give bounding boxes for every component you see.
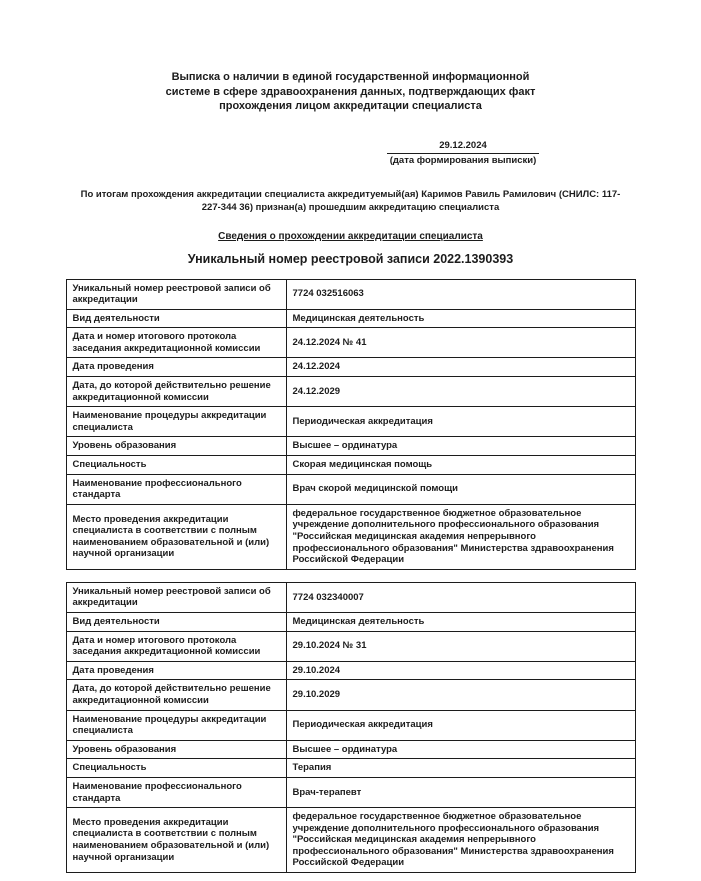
row-value: 7724 032340007 xyxy=(286,582,635,612)
accreditation-table-2 xyxy=(66,582,636,873)
intro-paragraph: По итогам прохождения аккредитации специалиста аккредитуемый(ая) Каримов Равиль Рамилович (СНИЛС: 117-227-344 36) признан(а) прошедшим аккредитацию специалиста xyxy=(80,188,621,213)
row-label: Дата проведения xyxy=(66,358,286,377)
table-row xyxy=(66,407,635,437)
row-value: 29.10.2029 xyxy=(286,680,635,710)
row-value: Терапия xyxy=(286,759,635,778)
row-value: 29.10.2024 xyxy=(286,661,635,680)
table-row xyxy=(66,740,635,759)
row-value: Высшее – ординатура xyxy=(286,437,635,456)
row-label: Наименование профессионального стандарта xyxy=(66,777,286,807)
table-row xyxy=(66,328,635,358)
row-label: Вид деятельности xyxy=(66,309,286,328)
row-value: 7724 032516063 xyxy=(286,279,635,309)
table-row xyxy=(66,582,635,612)
row-value: 24.12.2024 № 41 xyxy=(286,328,635,358)
row-value: Периодическая аккредитация xyxy=(286,407,635,437)
table-row xyxy=(66,777,635,807)
table-row xyxy=(66,808,635,873)
table-row xyxy=(66,377,635,407)
document-title xyxy=(0,70,701,114)
row-value: 24.12.2024 xyxy=(286,358,635,377)
row-label: Наименование профессионального стандарта xyxy=(66,474,286,504)
row-value: 24.12.2029 xyxy=(286,377,635,407)
document-title-line: прохождения лицом аккредитации специалиста xyxy=(219,100,482,112)
row-label: Место проведения аккредитации специалиста в соответствии с полным наименованием образовательной и (или) научной организации xyxy=(66,504,286,569)
row-label: Дата и номер итогового протокола заседания аккредитационной комиссии xyxy=(66,328,286,358)
row-value: Медицинская деятельность xyxy=(286,309,635,328)
row-label: Место проведения аккредитации специалиста в соответствии с полным наименованием образовательной и (или) научной организации xyxy=(66,808,286,873)
document-title-line: Выписка о наличии в единой государственной информационной xyxy=(171,71,530,83)
accreditation-table-1 xyxy=(66,279,636,570)
row-label: Уникальный номер реестровой записи об аккредитации xyxy=(66,582,286,612)
row-label: Уровень образования xyxy=(66,437,286,456)
table-row xyxy=(66,759,635,778)
row-label: Наименование процедуры аккредитации специалиста xyxy=(66,710,286,740)
row-label: Специальность xyxy=(66,759,286,778)
row-value: Медицинская деятельность xyxy=(286,612,635,631)
row-value: 29.10.2024 № 31 xyxy=(286,631,635,661)
table-row xyxy=(66,474,635,504)
table-row xyxy=(66,504,635,569)
table-row xyxy=(66,661,635,680)
table-row xyxy=(66,710,635,740)
row-value: федеральное государственное бюджетное образовательное учреждение дополнительного профессионального образования "Российская медицинская академия непрерывного профессионального образования" Министерства здравоохранения Российской Федерации xyxy=(286,504,635,569)
table-row xyxy=(66,680,635,710)
row-label: Наименование процедуры аккредитации специалиста xyxy=(66,407,286,437)
row-label: Дата, до которой действительно решение аккредитационной комиссии xyxy=(66,377,286,407)
row-label: Дата проведения xyxy=(66,661,286,680)
table-row xyxy=(66,279,635,309)
table-row xyxy=(66,358,635,377)
row-label: Вид деятельности xyxy=(66,612,286,631)
row-label: Уникальный номер реестровой записи об аккредитации xyxy=(66,279,286,309)
row-value: федеральное государственное бюджетное образовательное учреждение дополнительного профессионального образования "Российская медицинская академия непрерывного профессионального образования" Министерства здравоохранения Российской Федерации xyxy=(286,808,635,873)
table-row xyxy=(66,631,635,661)
row-label: Дата, до которой действительно решение аккредитационной комиссии xyxy=(66,680,286,710)
extract-date: 29.12.2024 xyxy=(387,140,539,154)
registry-number-heading: Уникальный номер реестровой записи 2022.1390393 xyxy=(187,251,514,266)
row-label: Специальность xyxy=(66,456,286,475)
row-value: Врач скорой медицинской помощи xyxy=(286,474,635,504)
table-row xyxy=(66,437,635,456)
document-title-line: системе в сфере здравоохранения данных, подтверждающих факт xyxy=(165,85,536,98)
row-label: Дата и номер итогового протокола заседания аккредитационной комиссии xyxy=(66,631,286,661)
extract-date-caption: (дата формирования выписки) xyxy=(389,154,537,166)
section-heading: Сведения о прохождении аккредитации специалиста xyxy=(218,230,483,242)
row-value: Периодическая аккредитация xyxy=(286,710,635,740)
row-value: Скорая медицинская помощь xyxy=(286,456,635,475)
table-row xyxy=(66,309,635,328)
row-value: Врач-терапевт xyxy=(286,777,635,807)
row-label: Уровень образования xyxy=(66,740,286,759)
table-row xyxy=(66,456,635,475)
table-row xyxy=(66,612,635,631)
row-value: Высшее – ординатура xyxy=(286,740,635,759)
extract-date-block xyxy=(387,140,539,167)
